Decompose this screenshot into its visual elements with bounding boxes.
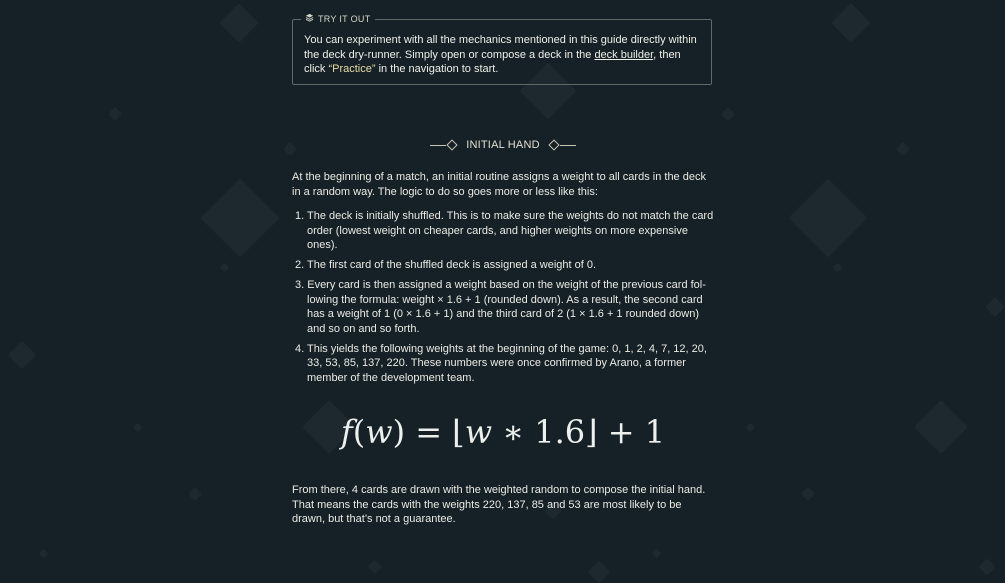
weight-formula: [292, 408, 714, 456]
layers-icon: [305, 13, 314, 24]
list-item: 1. The deck is initially shuffled. This is to make sure the weights do not match the card order (lowest weight on cheaper cards, and higher weights on more expensive ones).: [295, 210, 714, 251]
bg-diamond: [801, 487, 815, 501]
bg-diamond: [219, 3, 259, 43]
try-it-out-heading: TRY IT OUT: [318, 13, 371, 24]
bg-diamond: [721, 107, 735, 121]
formula-constant: 1: [644, 413, 666, 451]
section-heading: [292, 139, 714, 151]
list-item: 2. The first card of the shuffled deck is assigned a weight of 0.: [295, 259, 597, 271]
try-it-out-text-part: , then click: [304, 48, 681, 75]
bg-diamond: [39, 549, 49, 559]
formula-floor-open: ⌊: [452, 413, 465, 451]
list-item: 4. This yields the following weights at the beginning of the game: 0, 1, 2, 4, 7, 12, 20, 33, 53, 85, 137, 220. These numbers were once confirmed by Arano, a former member of the development team.: [295, 342, 707, 384]
formula-paren: ): [392, 413, 406, 451]
bg-diamond: [188, 487, 202, 501]
bg-diamond: [133, 423, 143, 433]
section-title: INITIAL HAND: [466, 139, 540, 151]
formula-var: w: [464, 413, 493, 451]
outro-paragraph: From there, 4 cards are drawn with the weighted random to compose the initial hand. That means the cards with the weights 220, 137, 85 and 53 are most likely to be drawn, but that’s not a guarantee.: [292, 484, 706, 525]
bg-diamond: [368, 560, 382, 574]
bg-diamond: [8, 341, 36, 369]
try-it-out-text-part: in the navigation to start.: [375, 63, 499, 75]
formula-factor: 1.6: [534, 413, 586, 451]
bg-diamond: [985, 297, 1005, 317]
bg-diamond: [220, 263, 230, 273]
bg-diamond: [200, 178, 279, 257]
bg-diamond: [652, 549, 662, 559]
bg-diamond: [833, 263, 843, 273]
formula-plus: +: [597, 413, 645, 451]
intro-paragraph: At the beginning of a match, an initial routine assigns a weight to all cards in the deck in a random way. The logic to do so goes more or less like this:: [292, 171, 706, 198]
bg-diamond: [979, 559, 996, 576]
formula-floor-close: ⌋: [585, 413, 598, 451]
try-it-out-text: [304, 33, 701, 77]
deck-builder-link[interactable]: deck builder: [594, 48, 654, 61]
bg-diamond: [108, 107, 122, 121]
formula-paren: (: [352, 413, 366, 451]
list-item: 3. Every card is then assigned a weight based on the weight of the previous card following the formula: weight × 1.6 + 1 (rounded down). As a result, the second card has a weight of 1 (0 × 1.6 + 1) and the third card of 2 (1 × 1.6 + 1 rounded down) and so on and so forth.: [295, 279, 706, 335]
try-it-out-label: [301, 13, 375, 24]
try-it-out-text-part: You can experiment with all the mechanics mentioned in this guide directly within the deck dry-runner. Simply open or compose a deck in the: [304, 34, 697, 61]
bg-diamond: [896, 142, 910, 156]
try-it-out-callout: [292, 13, 712, 85]
formula-times: ∗: [492, 413, 535, 451]
bg-diamond: [788, 178, 867, 257]
right-ornament-icon: [548, 141, 576, 149]
bg-diamond: [914, 400, 968, 454]
bg-diamond: [831, 3, 871, 43]
steps-list: [292, 209, 714, 391]
practice-highlight: “Practice”: [328, 63, 376, 75]
formula-equals: =: [405, 413, 453, 451]
formula-var: w: [365, 413, 393, 451]
left-ornament-icon: [430, 141, 458, 149]
formula-fn: f: [340, 413, 353, 451]
bg-diamond: [746, 423, 756, 433]
